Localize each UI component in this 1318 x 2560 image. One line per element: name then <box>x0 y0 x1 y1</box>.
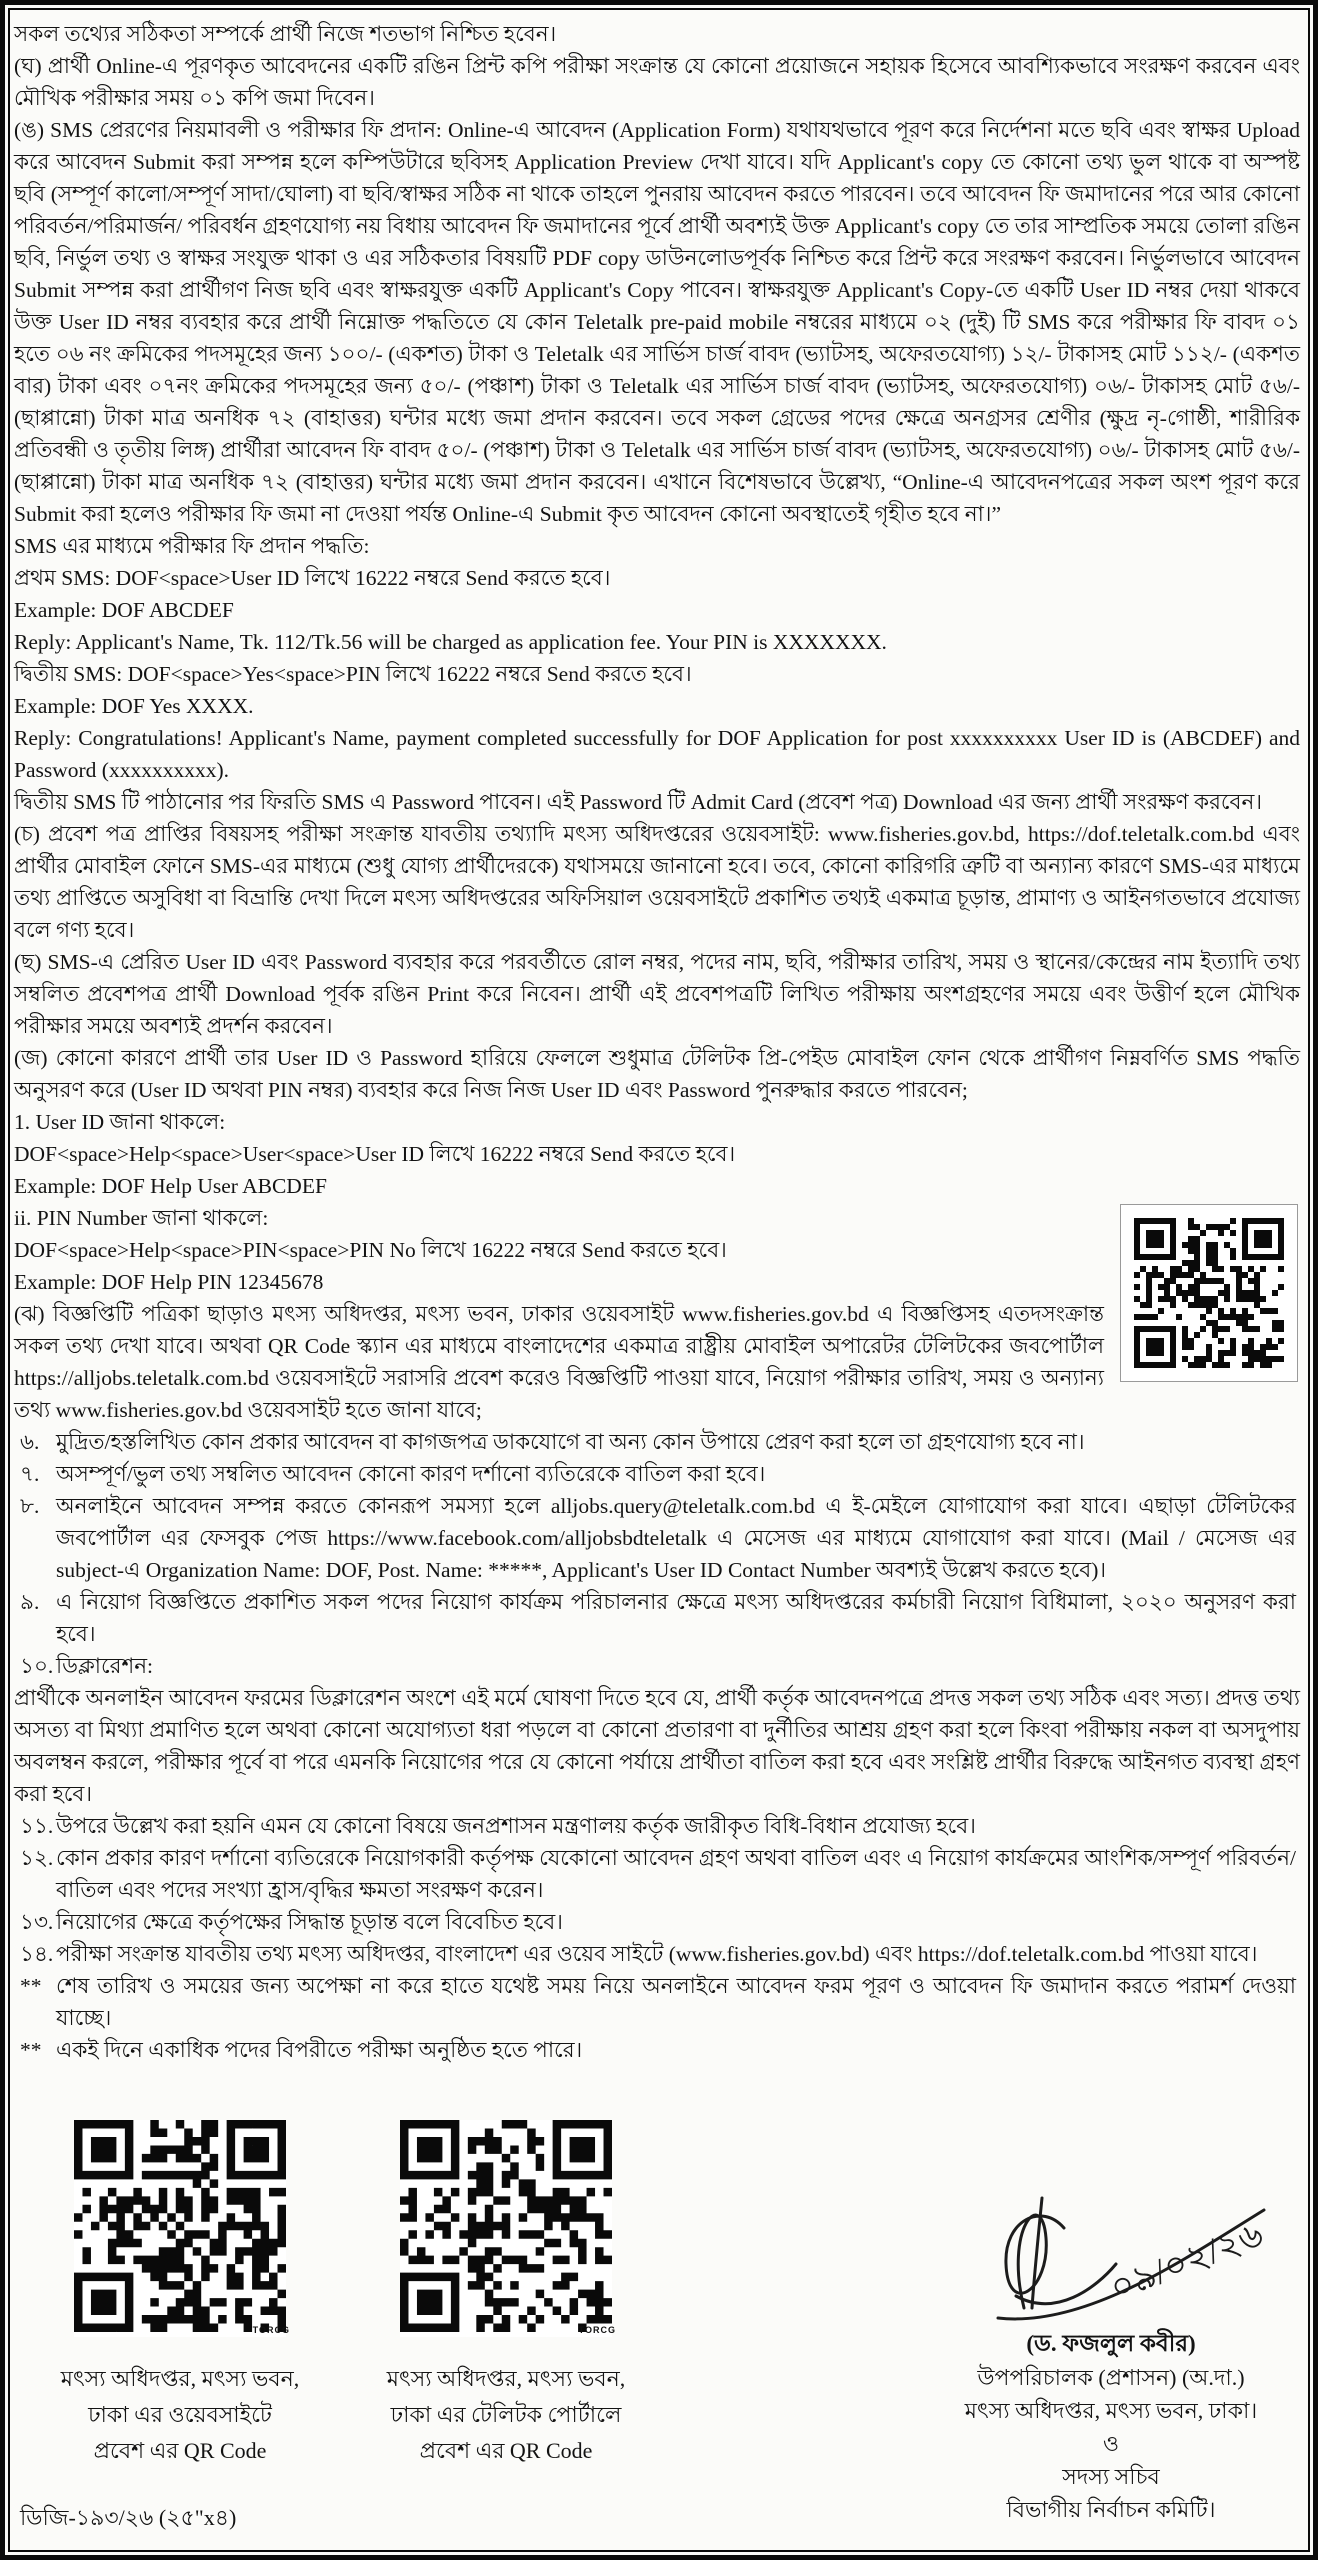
doc-line: ii. PIN Number জানা থাকলে: <box>14 1206 269 1230</box>
list-item-number: ১০. <box>20 1654 54 1678</box>
qr-caption-line: মৎস্য অধিদপ্তর, মৎস্য ভবন, <box>386 2366 626 2391</box>
list-item-number: ** <box>20 2038 42 2062</box>
list-item-number: ** <box>20 1974 42 1998</box>
qr-watermark: TORCG <box>578 2325 616 2335</box>
qr-block-teletalk <box>372 2120 640 2469</box>
doc-paragraph: প্রার্থীকে অনলাইন আবেদন ফরমের ডিক্লারেশন অংশে এই মর্মে ঘোষণা দিতে হবে যে, প্রার্থী কর্তৃক আবেদনপত্রে প্রদত্ত সকল তথ্য সঠিক এবং সত্য। প্রদত্ত তথ্য অসত্য বা মিথ্যা প্রমাণিত হলে অথবা কোনো অযোগ্যতা ধরা পড়লে বা কোনো প্রতারণা বা দুর্নীতির আশ্রয় গ্রহণ করা হলে কিংবা পরীক্ষায় নকল বা অসদুপায় অবলম্বন করলে, পরীক্ষার পূর্বে বা পরে এমনকি নিয়োগের পরে যে কোনো পর্যায়ে প্রার্থীতা বাতিল করা হবে এবং সংশ্লিষ্ট প্রার্থীর বিরুদ্ধে আইনগত ব্যবস্থা গ্রহণ করা হবে। <box>14 1686 1300 1806</box>
doc-line: দ্বিতীয় SMS: DOF<space>Yes<space>PIN লিখে 16222 নম্বরে Send করতে হবে। <box>14 662 692 686</box>
signatory-conjunction: ও <box>1102 2431 1120 2456</box>
qr-code-website-icon <box>74 2120 286 2332</box>
list-item <box>14 2034 1296 2066</box>
doc-line: SMS এর মাধ্যমে পরীক্ষার ফি প্রদান পদ্ধতি: <box>14 534 370 558</box>
document-blocks <box>14 18 1300 2066</box>
doc-line: Example: DOF Help PIN 12345678 <box>14 1270 324 1294</box>
list-item-text: নিয়োগের ক্ষেত্রে কর্তৃপক্ষের সিদ্ধান্ত চূড়ান্ত বলে বিবেচিত হবে। <box>56 1910 563 1934</box>
list-item <box>14 1490 1296 1586</box>
list-item-text: অনলাইনে আবেদন সম্পন্ন করতে কোনরূপ সমস্যা হলে alljobs.query@teletalk.com.bd এ ই-মেইলে যোগাযোগ করা যাবে। এছাড়া টেলিটকের জবপোর্টাল এর ফেসবুক পেজ https://www.facebook.com/alljobsbdteletalk এ মেসেজ এর মাধ্যমে যোগাযোগ করা যাবে। (Mail / মেসেজ এর subject-এ Organization Name: DOF, Post. Name: *****, Applicant's User ID Contact Number অবশ্যই উল্লেখ করতে হবে)। <box>56 1494 1296 1582</box>
list-item-text: ডিক্লারেশন: <box>56 1654 154 1678</box>
list-item-text: মুদ্রিত/হস্তলিখিত কোন প্রকার আবেদন বা কাগজপত্র ডাকযোগে বা অন্য কোন উপায়ে প্রেরণ করা হলে তা গ্রহণযোগ্য হবে না। <box>56 1430 1085 1454</box>
list-item <box>14 1842 1296 1906</box>
signatory-name: (ড. ফজলুল কবীর) <box>1026 2331 1196 2356</box>
list-item-number: ১৩. <box>20 1910 54 1934</box>
doc-line: 1. User ID জানা থাকলে: <box>14 1110 226 1134</box>
list-item <box>14 1906 1296 1938</box>
list-item-text: একই দিনে একাধিক পদের বিপরীতে পরীক্ষা অনুষ্ঠিত হতে পারে। <box>56 2038 583 2062</box>
qr-caption-line: ঢাকা এর টেলিটক পোর্টালে <box>390 2402 622 2427</box>
list-item-text: কোন প্রকার কারণ দর্শানো ব্যতিরেকে নিয়োগকারী কর্তৃপক্ষ যেকোনো আবেদন গ্রহণ অথবা বাতিল এবং এ নিয়োগ কার্যক্রমের আংশিক/সম্পূর্ণ পরিবর্তন/বাতিল এবং পদের সংখ্যা হ্রাস/বৃদ্ধির ক্ষমতা সংরক্ষণ করেন। <box>56 1846 1296 1902</box>
qr-caption-teletalk <box>372 2361 640 2469</box>
signatory-office: মৎস্য অধিদপ্তর, মৎস্য ভবন, ঢাকা। <box>964 2398 1258 2423</box>
doc-line: DOF<space>Help<space>User<space>User ID লিখে 16222 নম্বরে Send করতে হবে। <box>14 1142 736 1166</box>
doc-paragraph: Reply: Congratulations! Applicant's Name, payment completed successfully for DOF Application for post xxxxxxxxxx User ID is (ABCDEF) and Password (xxxxxxxxxx). <box>14 726 1300 782</box>
doc-paragraph: (ছ) SMS-এ প্রেরিত User ID এবং Password ব্যবহার করে পরবর্তীতে রোল নম্বর, পদের নাম, ছবি, পরীক্ষার তারিখ, সময় ও স্থানের/কেন্দ্রের নাম ইত্যাদি তথ্য সম্বলিত প্রবেশপত্র প্রার্থী Download পূর্বক রঙিন Print করে নিবেন। প্রার্থী এই প্রবেশপত্রটি লিখিত পরীক্ষায় অংশগ্রহণের সময়ে এবং উত্তীর্ণ হলে মৌখিক পরীক্ষার সময়ে অবশ্যই প্রদর্শন করবেন। <box>14 950 1300 1038</box>
doc-paragraph: (ঘ) প্রার্থী Online-এ পূরণকৃত আবেদনের একটি রঙিন প্রিন্ট কপি পরীক্ষা সংক্রান্ত যে কোনো প্রয়োজনে সহায়ক হিসেবে আবশ্যিকভাবে সংরক্ষণ করবেন এবং মৌখিক পরীক্ষার সময় ০১ কপি জমা দিবেন। <box>14 54 1300 110</box>
qr-block-website <box>46 2120 314 2469</box>
qr-watermark: TORCG <box>252 2325 290 2335</box>
print-code: ডিজি-১৯৩/২৬ (২৫"x৪) <box>20 2505 237 2530</box>
qr-code-notice-icon <box>1120 1204 1298 1382</box>
signature-image <box>946 2168 1276 2336</box>
list-item-number: ৭. <box>20 1462 40 1486</box>
qr-caption-line: ঢাকা এর ওয়েবসাইটে <box>88 2402 272 2427</box>
doc-line: Example: DOF Yes XXXX. <box>14 694 254 718</box>
list-item-text: শেষ তারিখ ও সময়ের জন্য অপেক্ষা না করে হাতে যথেষ্ট সময় নিয়ে অনলাইনে আবেদন ফরম পূরণ ও আবেদন ফি জমাদান করতে পরামর্শ দেওয়া যাচ্ছে। <box>56 1974 1296 2030</box>
list-item <box>14 1426 1296 1458</box>
doc-paragraph: (চ) প্রবেশ পত্র প্রাপ্তির বিষয়সহ পরীক্ষা সংক্রান্ত যাবতীয় তথ্যাদি মৎস্য অধিদপ্তরের ওয়েবসাইট: www.fisheries.gov.bd, https://dof.teletalk.com.bd এবং প্রার্থীর মোবাইল ফোনে SMS-এর মাধ্যমে (শুধু যোগ্য প্রার্থীদেরকে) যথাসময়ে জানানো হবে। তবে, কোনো কারিগরি ত্রুটি বা অন্যান্য কারণে SMS-এর মাধ্যমে তথ্য প্রাপ্তিতে অসুবিধা বা বিভ্রান্তি দেখা দিলে মৎস্য অধিদপ্তরের অফিসিয়াল ওয়েবসাইটে প্রকাশিত তথ্যই একমাত্র চূড়ান্ত, প্রামাণ্য ও আইনগতভাবে প্রযোজ্য বলে গণ্য হবে। <box>14 822 1300 942</box>
list-item-text: পরীক্ষা সংক্রান্ত যাবতীয় তথ্য মৎস্য অধিদপ্তর, বাংলাদেশ এর ওয়েব সাইটে (www.fisheries.gov.bd) এবং https://dof.teletalk.com.bd পাওয়া যাবে। <box>56 1942 1258 1966</box>
list-item-number: ১২. <box>20 1846 54 1870</box>
list-item-text: উপরে উল্লেখ করা হয়নি এমন যে কোনো বিষয়ে জনপ্রশাসন মন্ত্রণালয় কর্তৃক জারীকৃত বিধি-বিধান প্রযোজ্য হবে। <box>56 1814 976 1838</box>
list-item <box>14 1586 1296 1650</box>
list-item-text: অসম্পূর্ণ/ভুল তথ্য সম্বলিত আবেদন কোনো কারণ দর্শানো ব্যতিরেকে বাতিল করা হবে। <box>56 1462 766 1486</box>
doc-line: Example: DOF Help User ABCDEF <box>14 1174 327 1198</box>
doc-line: DOF<space>Help<space>PIN<space>PIN No লিখে 16222 নম্বরে Send করতে হবে। <box>14 1238 727 1262</box>
list-item-number: ১৪. <box>20 1942 54 1966</box>
qr-code-teletalk-icon <box>400 2120 612 2332</box>
doc-paragraph: (ঝ) বিজ্ঞপ্তিটি পত্রিকা ছাড়াও মৎস্য অধিদপ্তর, মৎস্য ভবন, ঢাকার ওয়েবসাইট www.fisheries.gov.bd এ বিজ্ঞপ্তিসহ এতদসংক্রান্ত সকল তথ্য দেখা যাবে। অথবা QR Code স্ক্যান এর মাধ্যমে বাংলাদেশের একমাত্র রাষ্ট্রীয় মোবাইল অপারেটর টেলিটকের জবপোর্টাল https://alljobs.teletalk.com.bd ওয়েবসাইটে সরাসরি প্রবেশ করেও বিজ্ঞপ্তিটি পাওয়া যাবে, নিয়োগ পরীক্ষার তারিখ, সময় ও অন্যান্য তথ্য www.fisheries.gov.bd ওয়েবসাইট হতে জানা যাবে; <box>14 1302 1104 1422</box>
doc-paragraph: (জ) কোনো কারণে প্রার্থী তার User ID ও Password হারিয়ে ফেললে শুধুমাত্র টেলিটক প্রি-পেইড মোবাইল ফোন থেকে প্রার্থীগণ নিম্নবর্ণিত SMS পদ্ধতি অনুসরণ করে (User ID অথবা PIN নম্বর) ব্যবহার করে নিজ নিজ User ID এবং Password পুনরুদ্ধার করতে পারবেন; <box>14 1046 1300 1102</box>
list-item-number: ৮. <box>20 1494 40 1518</box>
qr-code-teletalk-icon <box>400 2120 616 2337</box>
qr-caption-line: প্রবেশ এর QR Code <box>419 2438 593 2463</box>
list-item-text: এ নিয়োগ বিজ্ঞপ্তিতে প্রকাশিত সকল পদের নিয়োগ কার্যক্রম পরিচালনার ক্ষেত্রে মৎস্য অধিদপ্তরের কর্মচারী নিয়োগ বিধিমালা, ২০২০ অনুসরণ করা হবে। <box>56 1590 1296 1646</box>
qr-caption-line: মৎস্য অধিদপ্তর, মৎস্য ভবন, <box>60 2366 300 2391</box>
doc-line: Example: DOF ABCDEF <box>14 598 234 622</box>
list-item-number: ৬. <box>20 1430 40 1454</box>
signature-date: ০৯/০২/২৬ <box>1104 2213 1269 2309</box>
list-item <box>14 1458 1296 1490</box>
qr-caption-line: প্রবেশ এর QR Code <box>93 2438 267 2463</box>
list-item-number: ৯. <box>20 1590 40 1614</box>
page-footer <box>14 2072 1300 2544</box>
list-item-number: ১১. <box>20 1814 54 1838</box>
doc-paragraph: সকল তথ্যের সঠিকতা সম্পর্কে প্রার্থী নিজে শতভাগ নিশ্চিত হবেন। <box>14 22 557 46</box>
signatory-title: উপপরিচালক (প্রশাসন) (অ.দা.) <box>977 2365 1245 2390</box>
signatory-role: সদস্য সচিব <box>1062 2464 1160 2489</box>
list-item <box>14 1810 1296 1842</box>
signatory-committee: বিভাগীয় নির্বাচন কমিটি। <box>1006 2497 1216 2522</box>
list-item <box>14 1938 1296 1970</box>
doc-paragraph: (ঙ) SMS প্রেরণের নিয়মাবলী ও পরীক্ষার ফি প্রদান: Online-এ আবেদন (Application Form) যথাযথভাবে পূরণ করে নির্দেশনা মতে ছবি এবং স্বাক্ষর Upload করে আবেদন Submit করা সম্পন্ন হলে কম্পিউটারে ছবিসহ Application Preview দেখা যাবে। যদি Applicant's copy তে কোনো তথ্য ভুল থাকে বা অস্পষ্ট ছবি (সম্পূর্ণ কালো/সম্পূর্ণ সাদা/ঘোলা) বা ছবি/স্বাক্ষর সঠিক না থাকে তাহলে পুনরায় আবেদন করতে পারবেন। তবে আবেদন ফি জমাদানের পরে আর কোনো পরিবর্তন/পরিমার্জন/ পরিবর্ধন গ্রহণযোগ্য নয় বিধায় আবেদন ফি জমাদানের পূর্বে প্রার্থী অবশ্যই উক্ত Applicant's copy তে তার সাম্প্রতিক সময়ে তোলা রঙিন ছবি, নির্ভুল তথ্য ও স্বাক্ষর সংযুক্ত থাকা ও এর সঠিকতার বিষয়টি PDF copy ডাউনলোডপূর্বক নিশ্চিত করে প্রিন্ট করে সংরক্ষণ করবেন। নির্ভুলভাবে আবেদন Submit সম্পন্ন করা প্রার্থীগণ নিজ ছবি এবং স্বাক্ষরযুক্ত একটি Applicant's Copy পাবেন। স্বাক্ষরযুক্ত Applicant's Copy-তে একটি User ID নম্বর দেয়া থাকবে উক্ত User ID নম্বর ব্যবহার করে প্রার্থী নিম্নোক্ত পদ্ধতিতে যে কোন Teletalk pre-paid mobile নম্বরের মাধ্যমে ০২ (দুই) টি SMS করে পরীক্ষার ফি বাবদ ০১ হতে ০৬ নং ক্রমিকের পদসমূহের জন্য ১০০/- (একশত) টাকা ও Teletalk এর সার্ভিস চার্জ বাবদ (ভ্যাটসহ, অফেরতযোগ্য) ১২/- টাকাসহ মোট ১১২/- (একশত বার) টাকা এবং ০৭নং ক্রমিকের পদসমূহের জন্য ৫০/- (পঞ্চাশ) টাকা ও Teletalk এর সার্ভিস চার্জ বাবদ (ভ্যাটসহ, অফেরতযোগ্য) ০৬/- টাকাসহ মোট ৫৬/- (ছাপ্পান্নো) টাকা মাত্র অনধিক ৭২ (বাহাত্তর) ঘন্টার মধ্যে জমা প্রদান করবেন। তবে সকল গ্রেডের পদের ক্ষেত্রে অনগ্রসর শ্রেণীর (ক্ষুদ্র নৃ-গোষ্ঠী, শারীরিক প্রতিবন্ধী ও তৃতীয় লিঙ্গ) প্রার্থীরা আবেদন ফি বাবদ ৫০/- (পঞ্চাশ) টাকা ও Teletalk এর সার্ভিস চার্জ বাবদ (ভ্যাটসহ, অফেরতযোগ্য) ০৬/- টাকাসহ মোট ৫৬/- (ছাপ্পান্নো) টাকা মাত্র অনধিক ৭২ (বাহাত্তর) ঘন্টার মধ্যে জমা প্রদান করবেন। এখানে বিশেষভাবে উল্লেখ্য, “Online-এ আবেদনপত্রের সকল অংশ পূরণ করে Submit করা হলেও পরীক্ষার ফি জমা না দেওয়া পর্যন্ত Online-এ Submit কৃত আবেদন কোনো অবস্থাতেই গৃহীত হবে না।” <box>14 118 1300 526</box>
qr-caption-website <box>46 2361 314 2469</box>
doc-line: প্রথম SMS: DOF<space>User ID লিখে 16222 নম্বরে Send করতে হবে। <box>14 566 611 590</box>
qr-code-website-icon <box>74 2120 290 2337</box>
list-item <box>14 1970 1296 2034</box>
doc-paragraph: দ্বিতীয় SMS টি পাঠানোর পর ফিরতি SMS এ Password পাবেন। এই Password টি Admit Card (প্রবেশ পত্র) Download এর জন্য প্রার্থী সংরক্ষণ করবেন। <box>14 790 1263 814</box>
list-item <box>14 1650 1296 1682</box>
doc-line: Reply: Applicant's Name, Tk. 112/Tk.56 will be charged as application fee. Your PIN is XXXXXXX. <box>14 630 887 654</box>
signatory-block <box>926 2168 1296 2526</box>
